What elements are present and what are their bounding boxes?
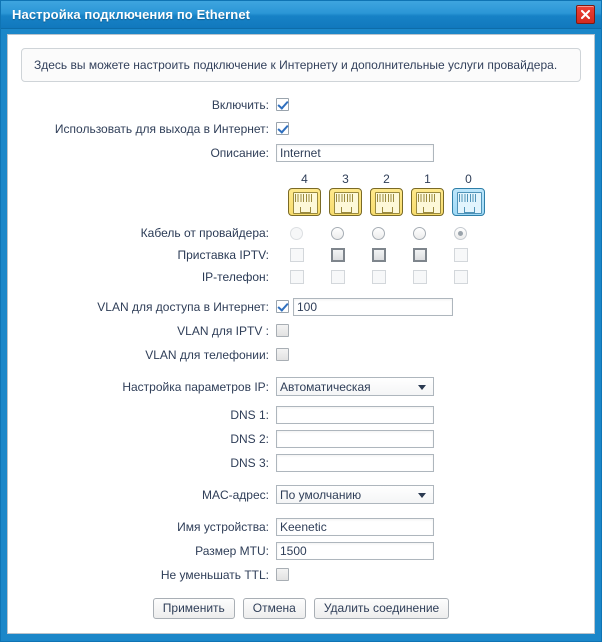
iptv-checkbox[interactable] [331, 248, 345, 262]
rj45-port-icon[interactable] [411, 188, 444, 216]
ttl-label: Не уменьшать TTL: [160, 567, 269, 582]
rj45-port-icon-active[interactable] [452, 188, 485, 216]
mtu-input[interactable] [276, 542, 434, 560]
iptv-checkbox [454, 248, 468, 262]
dns1-label: DNS 1: [230, 407, 269, 422]
vlan-telephony-label: VLAN для телефонии: [145, 347, 269, 362]
iptv-checkbox [290, 248, 304, 262]
isp-cable-radio-selected[interactable] [454, 227, 467, 240]
dns3-input[interactable] [276, 454, 434, 472]
device-name-label: Имя устройства: [177, 519, 269, 534]
ip-phone-checkbox [413, 270, 427, 284]
ip-settings-select[interactable] [276, 377, 434, 396]
chevron-down-icon [418, 385, 426, 390]
vlan-telephony-checkbox[interactable] [276, 348, 289, 361]
row-dns3 [8, 452, 594, 473]
row-isp-cable [8, 222, 594, 244]
description-input[interactable] [276, 144, 434, 162]
mac-address-value: По умолчанию [280, 487, 362, 502]
isp-cable-radio [290, 227, 303, 240]
row-description [8, 142, 594, 163]
enable-label: Включить: [211, 97, 269, 112]
row-vlan-telephony [8, 344, 594, 365]
rj45-port-icon[interactable] [288, 188, 321, 216]
description-label: Описание: [210, 145, 269, 160]
info-banner: Здесь вы можете настроить подключение к Интернету и дополнительные услуги провайдера. [21, 48, 581, 82]
row-vlan-internet [8, 296, 594, 317]
vlan-iptv-checkbox[interactable] [276, 324, 289, 337]
row-use-for-internet [8, 118, 594, 139]
use-for-internet-checkbox[interactable] [276, 122, 289, 135]
row-ip-phone [8, 266, 594, 288]
ports-panel [8, 172, 594, 216]
row-dns1 [8, 404, 594, 425]
row-iptv [8, 244, 594, 266]
apply-button[interactable]: Применить [153, 598, 235, 619]
port-number-row [284, 172, 594, 188]
isp-cable-radio[interactable] [331, 227, 344, 240]
ip-phone-checkbox [454, 270, 468, 284]
title-bar [1, 1, 601, 29]
row-ip-settings [8, 376, 594, 397]
ip-phone-checkbox [372, 270, 386, 284]
ip-phone-checkbox [290, 270, 304, 284]
ttl-checkbox[interactable] [276, 568, 289, 581]
port-number: 3 [342, 172, 349, 187]
mac-address-label: MAC-адрес: [201, 487, 269, 502]
rj45-port-icon[interactable] [370, 188, 403, 216]
isp-cable-label: Кабель от провайдера: [140, 226, 269, 241]
device-name-input[interactable] [276, 518, 434, 536]
port-icon-row [284, 188, 594, 216]
ip-phone-label: IP-телефон: [201, 270, 269, 285]
port-number: 1 [424, 172, 431, 187]
dns2-label: DNS 2: [230, 431, 269, 446]
close-icon [580, 9, 591, 20]
port-number: 2 [383, 172, 390, 187]
row-enable [8, 94, 594, 115]
isp-cable-radio[interactable] [372, 227, 385, 240]
port-number: 4 [301, 172, 308, 187]
row-dns2 [8, 428, 594, 449]
mtu-label: Размер MTU: [195, 543, 269, 558]
ip-settings-value: Автоматическая [280, 379, 371, 394]
ip-settings-label: Настройка параметров IP: [122, 379, 269, 394]
row-device-name [8, 516, 594, 537]
row-mtu [8, 540, 594, 561]
use-for-internet-label: Использовать для выхода в Интернет: [54, 121, 269, 136]
delete-connection-button[interactable]: Удалить соединение [314, 598, 449, 619]
iptv-label: Приставка IPTV: [177, 248, 269, 263]
window-title: Настройка подключения по Ethernet [12, 7, 251, 22]
dns1-input[interactable] [276, 406, 434, 424]
row-mac-address [8, 484, 594, 505]
dialog-body [7, 34, 595, 634]
cancel-button[interactable]: Отмена [243, 598, 306, 619]
port-number: 0 [465, 172, 472, 187]
mac-address-select[interactable] [276, 485, 434, 504]
dns3-label: DNS 3: [230, 455, 269, 470]
chevron-down-icon [418, 493, 426, 498]
row-vlan-iptv [8, 320, 594, 341]
vlan-internet-checkbox[interactable] [276, 300, 289, 313]
iptv-checkbox[interactable] [372, 248, 386, 262]
dns2-input[interactable] [276, 430, 434, 448]
vlan-internet-label: VLAN для доступа в Интернет: [97, 299, 269, 314]
isp-cable-radio[interactable] [413, 227, 426, 240]
settings-form [8, 82, 594, 619]
iptv-checkbox[interactable] [413, 248, 427, 262]
row-ttl [8, 564, 594, 585]
rj45-port-icon[interactable] [329, 188, 362, 216]
ip-phone-checkbox [331, 270, 345, 284]
button-bar [8, 598, 594, 619]
vlan-iptv-label: VLAN для IPTV : [177, 323, 269, 338]
close-button[interactable] [576, 5, 595, 24]
enable-checkbox[interactable] [276, 98, 289, 111]
vlan-internet-input[interactable] [293, 298, 453, 316]
